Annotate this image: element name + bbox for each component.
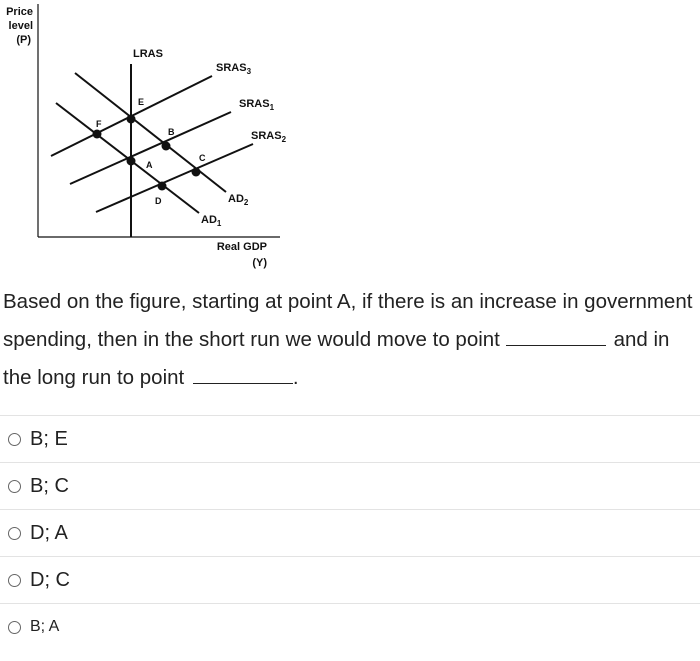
y-axis-label-line-1: Price — [6, 6, 33, 18]
option-2-label: B; C — [30, 474, 69, 497]
option-2[interactable] — [0, 462, 700, 509]
option-3-label: D; A — [30, 521, 68, 544]
option-1[interactable] — [0, 415, 700, 462]
option-5[interactable] — [0, 603, 700, 650]
point-f-label: F — [96, 119, 102, 129]
question-part-2: and in the long run to point — [3, 328, 670, 389]
point-f-marker — [93, 130, 102, 139]
question-part-1: Based on the figure, starting at point A, if there is an increase in government spending, then in the short run we would move to point — [3, 290, 693, 351]
x-axis-label-line-2: (Y) — [252, 257, 267, 269]
point-c-label: C — [199, 153, 206, 163]
sras1-label: $SRAS_1$ — [239, 98, 275, 112]
sras2-label: $SRAS_2$ — [251, 130, 287, 144]
radio-button-icon[interactable] — [8, 527, 21, 540]
answer-blank-long-run — [193, 357, 293, 384]
option-4[interactable] — [0, 556, 700, 603]
option-1-label: B; E — [30, 427, 68, 450]
radio-button-icon[interactable] — [8, 621, 21, 634]
point-a-marker — [127, 157, 136, 166]
sras1-line — [70, 112, 231, 184]
point-a-label: A — [146, 160, 153, 170]
question-text — [3, 284, 697, 395]
y-axis-label-line-2: level — [8, 20, 33, 32]
point-c-marker — [192, 168, 201, 177]
answer-blank-short-run — [506, 319, 606, 346]
point-b-marker — [162, 142, 171, 151]
answer-options — [0, 415, 700, 650]
x-axis-label-line-1: Real GDP — [216, 241, 267, 253]
option-4-label: D; C — [30, 568, 70, 591]
sras3-label: $SRAS_3$ — [216, 62, 252, 76]
radio-button-icon[interactable] — [8, 433, 21, 446]
point-d-marker — [158, 182, 167, 191]
point-d-label: D — [155, 196, 162, 206]
option-5-label: B; A — [30, 618, 60, 635]
lras-label: LRAS — [133, 48, 163, 60]
y-axis-label-line-3: (P) — [16, 34, 31, 46]
option-3[interactable] — [0, 509, 700, 556]
radio-button-icon[interactable] — [8, 574, 21, 587]
point-e-marker — [127, 115, 136, 124]
aggregate-demand-supply-diagram — [0, 0, 700, 290]
radio-button-icon[interactable] — [8, 480, 21, 493]
ad1-label: $AD_1$ — [201, 214, 222, 228]
point-b-label: B — [168, 127, 175, 137]
point-e-label: E — [138, 97, 145, 107]
question-part-3: . — [292, 366, 299, 389]
ad2-label: $AD_2$ — [228, 193, 249, 207]
